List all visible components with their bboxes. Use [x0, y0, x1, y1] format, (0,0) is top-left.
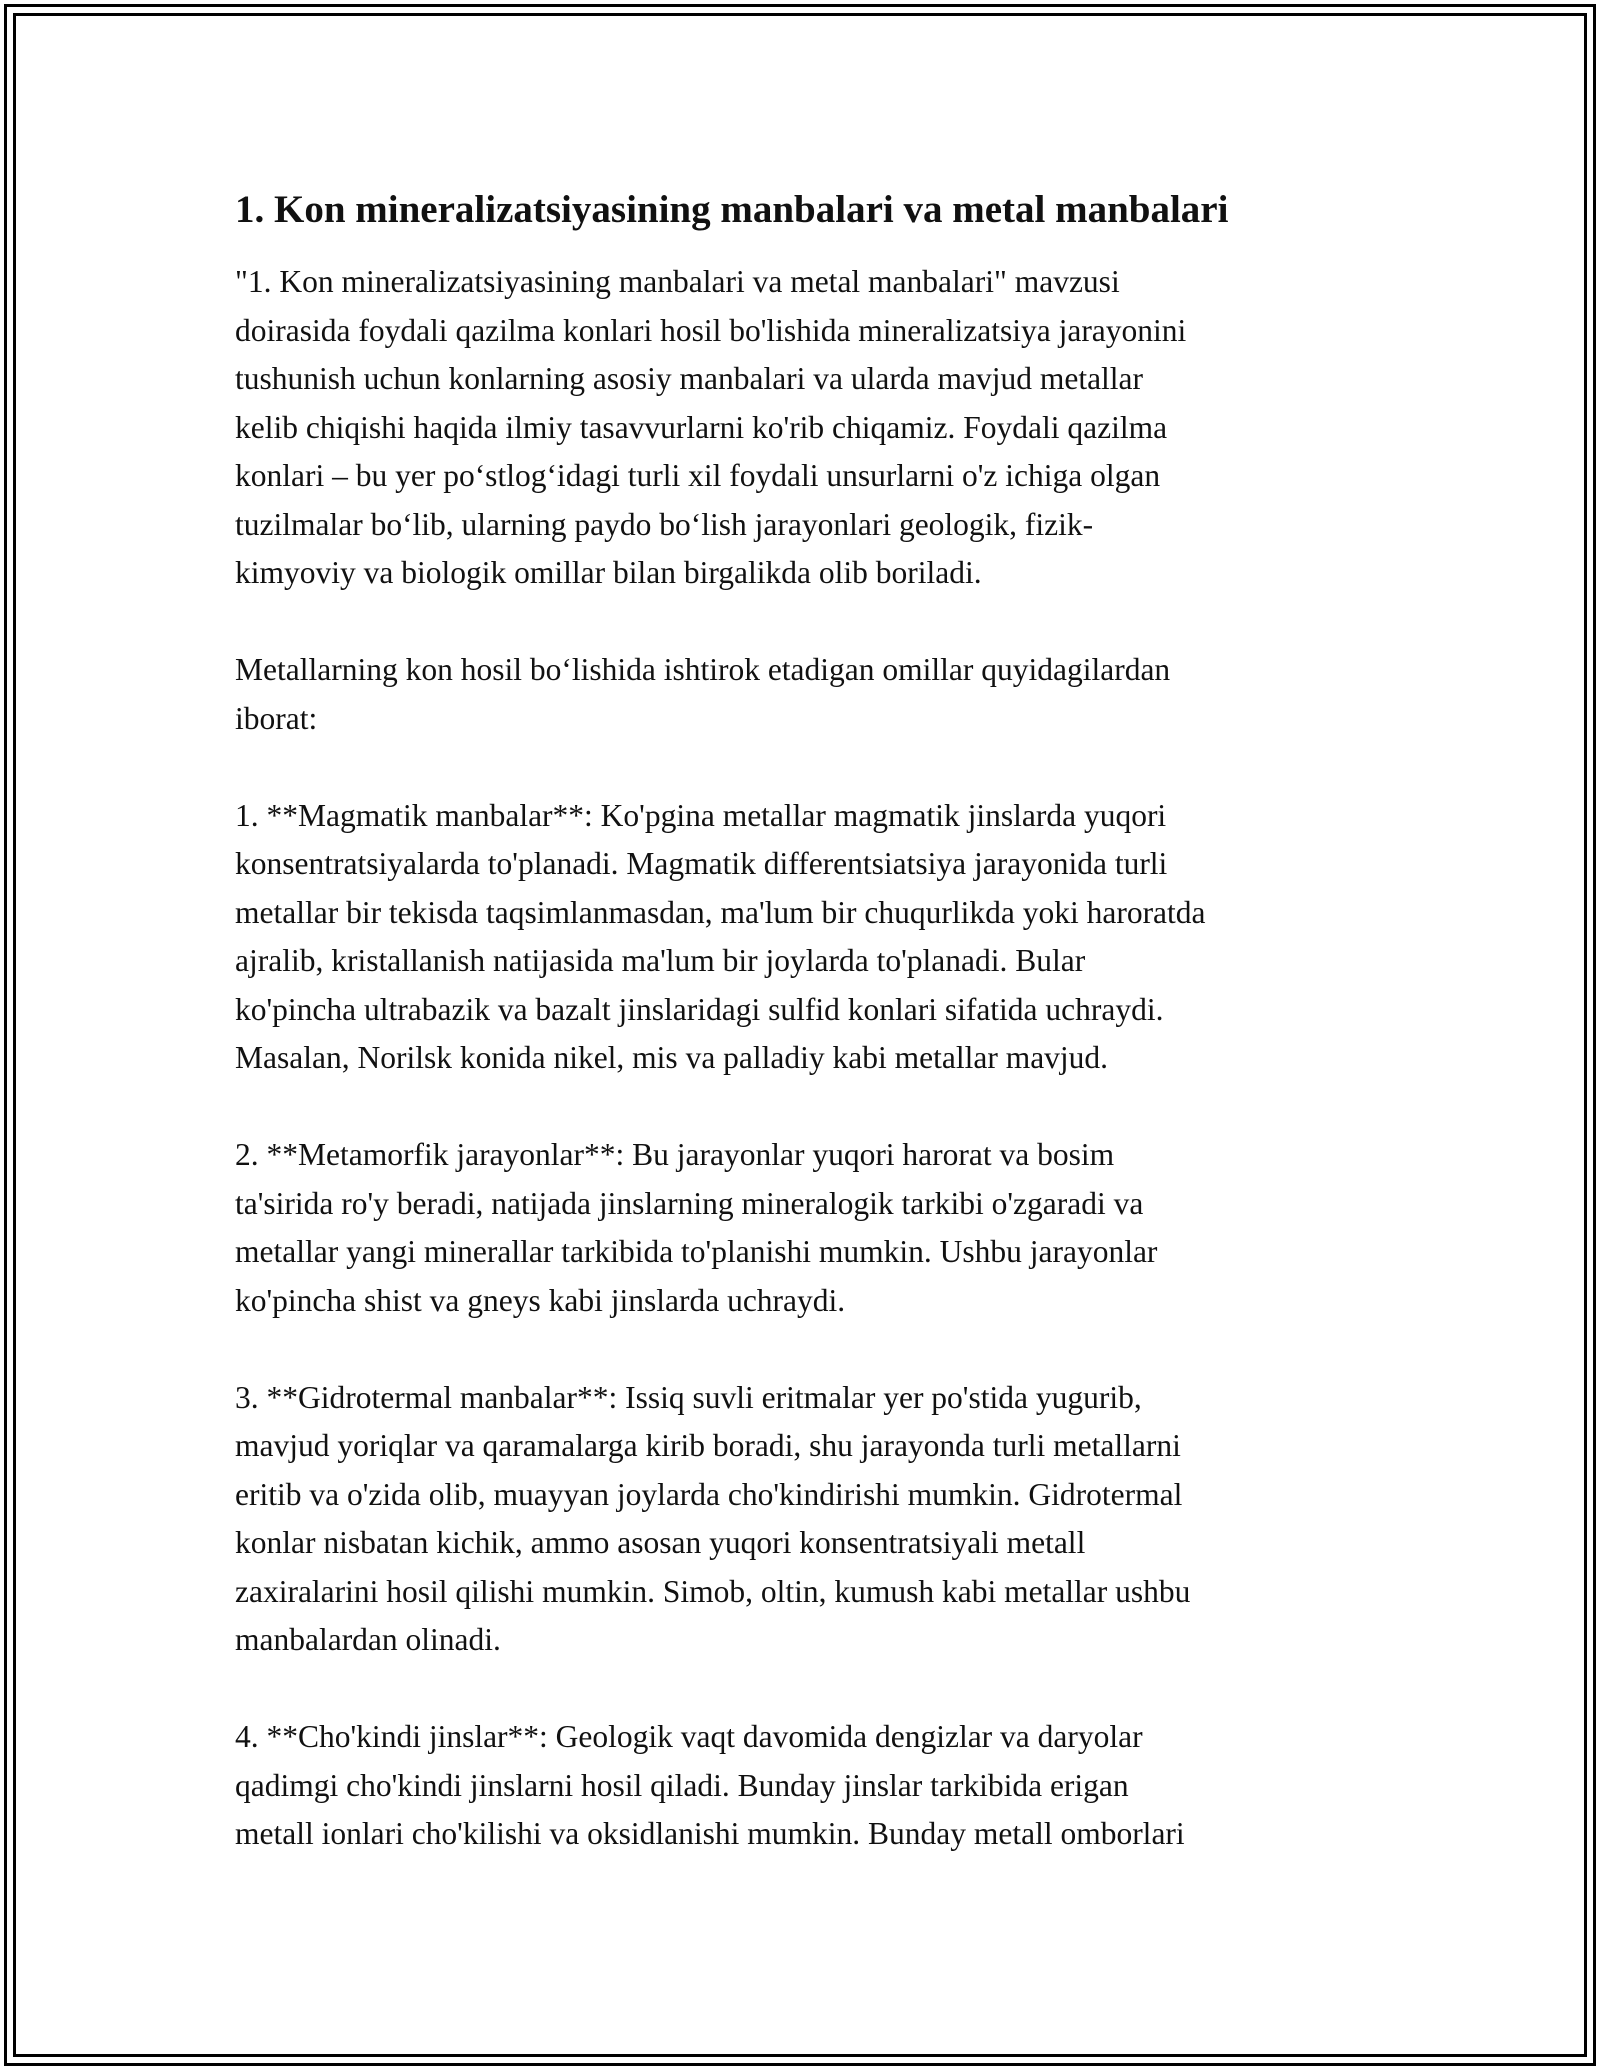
paragraph-hydrothermal-sources: 3. **Gidrotermal manbalar**: Issiq suvli eritmalar yer po'stida yugurib, mavjud yoriqlar va qaramalarga kirib boradi, shu jarayonda turli metallarni eritib va o'zida olib, muayyan joylarda cho'kindirishi mumkin. Gidrotermal konlar nisbatan kichik, ammo asosan yuqori konsentratsiyali metall zaxiralarini hosil qilishi mumkin. Simob, oltin, kumush kabi metallar ushbu manbalardan olinadi.	[235, 1379, 1191, 1657]
document-title: 1. Kon mineralizatsiyasining manbalari va metal manbalari	[235, 188, 1229, 231]
paragraph-magmatic-sources: 1. **Magmatik manbalar**: Ko'pgina metallar magmatik jinslarda yuqori konsentratsiyalarda to'planadi. Magmatik differentsiatsiya jarayonida turli metallar bir tekisda taqsimlanmasdan, ma'lum bir chuqurlikda yoki haroratda ajralib, kristallanish natijasida ma'lum bir joylarda to'planadi. Bular ko'pincha ultrabazik va bazalt jinslaridagi sulfid konlari sifatida uchraydi. Masalan, Norilsk konida nikel, mis va palladiy kabi metallar mavjud.	[235, 797, 1206, 1075]
document-body	[235, 186, 1385, 1907]
paragraph-intro: "1. Kon mineralizatsiyasining manbalari va metal manbalari" mavzusi doirasida foydali qazilma konlari hosil bo'lishida mineralizatsiya jarayonini tushunish uchun konlarning asosiy manbalari va ularda mavjud metallar kelib chiqishi haqida ilmiy tasavvurlarni ko'rib chiqamiz. Foydali qazilma konlari – bu yer po‘stlog‘idagi turli xil foydali unsurlarni o'z ichiga olgan tuzilmalar bo‘lib, ularning paydo bo‘lish jarayonlari geologik, fizik- kimyoviy va biologik omillar bilan birgalikda olib boriladi.	[235, 264, 1187, 590]
paragraph-sedimentary-rocks: 4. **Cho'kindi jinslar**: Geologik vaqt davomida dengizlar va daryolar qadimgi cho'kindi jinslarni hosil qiladi. Bunday jinslar tarkibida erigan metall ionlari cho'kilishi va oksidlanishi mumkin. Bunday metall omborlari	[235, 1719, 1185, 1851]
paragraph-factors-lead: Metallarning kon hosil bo‘lishida ishtirok etadigan omillar quyidagilardan iborat:	[235, 652, 1171, 736]
paragraph-metamorphic-processes: 2. **Metamorfik jarayonlar**: Bu jarayonlar yuqori harorat va bosim ta'sirida ro'y beradi, natijada jinslarning mineralogik tarkibi o'zgaradi va metallar yangi minerallar tarkibida to'planishi mumkin. Ushbu jarayonlar ko'pincha shist va gneys kabi jinslarda uchraydi.	[235, 1137, 1158, 1318]
